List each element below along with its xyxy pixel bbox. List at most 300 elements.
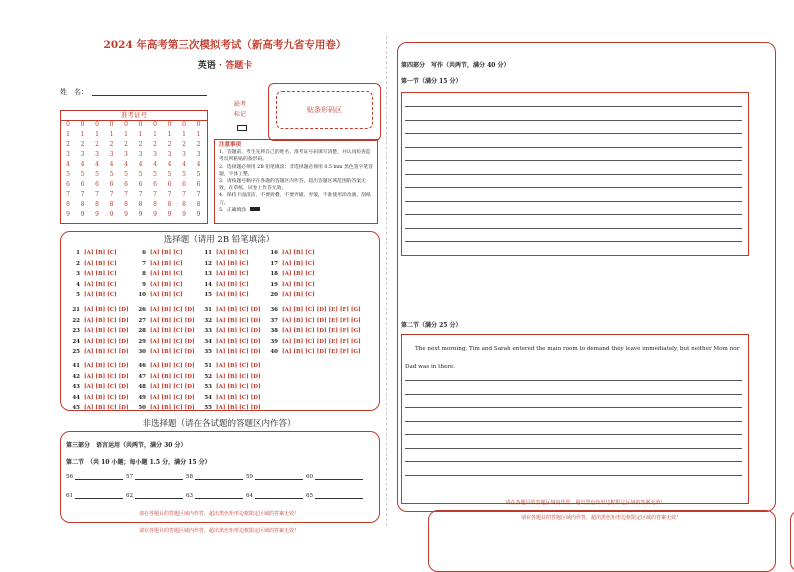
digit-bubble[interactable]: 6 bbox=[124, 181, 128, 188]
option-bubbles[interactable]: [A] [B] [C] [D] bbox=[84, 373, 129, 380]
digit-bubble[interactable]: 9 bbox=[167, 211, 172, 218]
option-bubbles[interactable]: [A] [B] [C] [D] bbox=[150, 349, 195, 355]
mc-question[interactable] bbox=[200, 395, 261, 401]
option-bubbles[interactable]: [A] [B] [C] [D] bbox=[150, 328, 195, 334]
note-item: 5．正确填涂 bbox=[219, 207, 373, 214]
digit-bubble[interactable]: 9 bbox=[66, 211, 70, 218]
digit-bubble[interactable]: 6 bbox=[167, 181, 172, 188]
digit-bubble[interactable]: 9 bbox=[95, 211, 99, 218]
mc-question[interactable] bbox=[200, 307, 261, 313]
digit-bubble[interactable]: 6 bbox=[66, 181, 70, 188]
option-bubbles[interactable]: [A] [B] [C] [D] [E] [F] [G] bbox=[282, 328, 361, 334]
blank-answer[interactable]: 63 bbox=[186, 493, 243, 499]
digit-bubble[interactable]: 3 bbox=[124, 151, 128, 158]
option-bubbles[interactable]: [A] [B] [C] [D] bbox=[150, 307, 195, 313]
mc-question[interactable] bbox=[266, 261, 315, 267]
option-bubbles[interactable]: [A] [B] [C] [D] bbox=[84, 338, 129, 345]
mc-question[interactable] bbox=[134, 271, 183, 277]
question-number: 47 bbox=[138, 373, 146, 380]
question-number: 33 bbox=[204, 328, 212, 334]
writing-line[interactable] bbox=[405, 461, 742, 462]
blank-answer[interactable]: 56 bbox=[66, 474, 123, 480]
question-number: 36 bbox=[270, 307, 278, 313]
writing-line[interactable] bbox=[405, 475, 742, 476]
writing-line[interactable] bbox=[405, 434, 742, 435]
mc-question[interactable] bbox=[68, 363, 129, 369]
digit-bubble[interactable]: 7 bbox=[109, 191, 114, 198]
mc-question[interactable] bbox=[200, 271, 249, 277]
option-bubbles[interactable]: [A] [B] [C] bbox=[84, 292, 117, 298]
digit-bubble[interactable]: 6 bbox=[95, 181, 99, 188]
note-item: 1．答题前，考生先将自己的姓名、准考证号码填写清楚，并认真检查监考员所粘贴的条形码。 bbox=[219, 150, 371, 163]
digit-bubble[interactable]: 1 bbox=[196, 131, 201, 138]
mc-question[interactable] bbox=[134, 339, 195, 345]
option-bubbles[interactable]: [A] [B] [C] [D] bbox=[84, 307, 129, 313]
option-bubbles[interactable]: [A] [B] [C] [D] bbox=[216, 405, 261, 411]
name-label: 姓 名： bbox=[60, 88, 88, 96]
digit-bubble[interactable]: 4 bbox=[109, 161, 114, 168]
option-bubbles[interactable]: [A] [B] [C] bbox=[150, 271, 183, 277]
next-page-stub-2 bbox=[790, 510, 794, 572]
question-number: 43 bbox=[72, 384, 80, 390]
mc-question[interactable] bbox=[68, 395, 129, 401]
digit-bubble[interactable]: 3 bbox=[95, 151, 99, 158]
writing-line[interactable] bbox=[405, 380, 742, 381]
digit-bubble[interactable]: 4 bbox=[167, 161, 172, 168]
mc-question[interactable] bbox=[266, 271, 315, 277]
writing-line[interactable] bbox=[405, 201, 742, 202]
digit-bubble[interactable]: 4 bbox=[66, 161, 70, 168]
digit-bubble[interactable]: 2 bbox=[80, 141, 85, 148]
page-divider bbox=[386, 36, 388, 526]
continuation-prompt: The next morning, Tim and Sarah entered the main room to demand they leave immediately, but neither Mom nor Dad was in there. bbox=[405, 346, 740, 370]
digit-bubble[interactable]: 4 bbox=[138, 161, 143, 168]
digit-bubble[interactable]: 0 bbox=[138, 121, 143, 128]
digit-bubble[interactable]: 3 bbox=[66, 151, 70, 158]
option-bubbles[interactable]: [A] [B] [C] [D] bbox=[216, 394, 261, 401]
digit-bubble[interactable]: 1 bbox=[138, 131, 143, 138]
question-number: 50 bbox=[138, 405, 146, 411]
mc-question[interactable] bbox=[134, 318, 195, 324]
question-number: 13 bbox=[204, 271, 212, 277]
digit-bubble[interactable]: 8 bbox=[138, 201, 143, 208]
mc-question[interactable] bbox=[68, 405, 129, 411]
option-bubbles[interactable]: [A] [B] [C] [D] bbox=[84, 317, 129, 324]
admission-digit-column bbox=[77, 120, 89, 220]
option-bubbles[interactable]: [A] [B] [C] bbox=[282, 292, 315, 298]
digit-bubble[interactable]: 5 bbox=[182, 171, 186, 178]
question-number: 6 bbox=[142, 250, 146, 256]
option-bubbles[interactable]: [A] [B] [C] [D] bbox=[150, 405, 195, 411]
writing-line[interactable] bbox=[405, 228, 742, 229]
mc-question[interactable] bbox=[134, 261, 183, 267]
digit-bubble[interactable]: 5 bbox=[138, 171, 143, 178]
question-number: 16 bbox=[270, 250, 278, 256]
digit-bubble[interactable]: 3 bbox=[167, 151, 172, 158]
digit-bubble[interactable]: 4 bbox=[124, 161, 128, 168]
mc-question[interactable] bbox=[68, 339, 129, 345]
digit-bubble[interactable]: 1 bbox=[124, 131, 128, 138]
question-number: 7 bbox=[142, 260, 146, 267]
digit-bubble[interactable]: 1 bbox=[80, 131, 85, 138]
mc-question[interactable] bbox=[68, 384, 129, 390]
mc-question[interactable] bbox=[134, 405, 195, 411]
writing-line[interactable] bbox=[405, 133, 742, 134]
digit-bubble[interactable]: 8 bbox=[182, 201, 186, 208]
question-number: 51 bbox=[204, 363, 212, 369]
writing-line[interactable] bbox=[405, 394, 742, 395]
question-number: 8 bbox=[142, 271, 146, 277]
option-bubbles[interactable]: [A] [B] [C] [D] bbox=[84, 349, 129, 355]
option-bubbles[interactable]: [A] [B] [C] [D] bbox=[84, 394, 129, 401]
digit-bubble[interactable]: 0 bbox=[167, 121, 172, 128]
question-number: 24 bbox=[72, 338, 80, 345]
admission-digit-column bbox=[120, 120, 132, 220]
digit-bubble[interactable]: 8 bbox=[95, 201, 99, 208]
digit-bubble[interactable]: 7 bbox=[66, 191, 70, 198]
mc-question[interactable] bbox=[68, 328, 129, 334]
option-bubbles[interactable]: [A] [B] [C] bbox=[150, 292, 183, 298]
option-bubbles[interactable]: [A] [B] [C] [D] bbox=[150, 363, 195, 369]
question-number: 38 bbox=[270, 328, 278, 334]
digit-bubble[interactable]: 3 bbox=[109, 151, 114, 158]
writing-warning: 请在各题目的答题区域内作答，超出黑色矩形边框限定区域的答案无效！ bbox=[505, 500, 666, 506]
option-bubbles[interactable]: [A] [B] [C] bbox=[84, 281, 117, 288]
mc-question[interactable] bbox=[134, 282, 183, 288]
digit-bubble[interactable]: 3 bbox=[182, 151, 186, 158]
mc-question[interactable] bbox=[68, 282, 117, 288]
question-number: 48 bbox=[138, 384, 146, 390]
digit-bubble[interactable]: 7 bbox=[196, 191, 201, 198]
mc-question[interactable] bbox=[68, 261, 117, 267]
digit-bubble[interactable]: 6 bbox=[80, 181, 85, 188]
option-bubbles[interactable]: [A] [B] [C] bbox=[216, 292, 249, 298]
writing-line[interactable] bbox=[405, 147, 742, 148]
digit-bubble[interactable]: 7 bbox=[95, 191, 99, 198]
mc-question[interactable] bbox=[134, 374, 195, 380]
option-bubbles[interactable]: [A] [B] [C] [D] bbox=[216, 317, 261, 324]
digit-bubble[interactable]: 5 bbox=[124, 171, 128, 178]
digit-bubble[interactable]: 7 bbox=[153, 191, 157, 198]
option-bubbles[interactable]: [A] [B] [C] [D] bbox=[150, 384, 195, 390]
digit-bubble[interactable]: 1 bbox=[66, 131, 70, 138]
question-number: 55 bbox=[204, 405, 212, 411]
digit-bubble[interactable]: 2 bbox=[109, 141, 114, 148]
option-bubbles[interactable]: [A] [B] [C] [D] bbox=[84, 328, 129, 334]
digit-bubble[interactable]: 5 bbox=[153, 171, 157, 178]
question-number: 46 bbox=[138, 363, 146, 369]
mc-question[interactable] bbox=[134, 395, 195, 401]
question-number: 45 bbox=[72, 405, 80, 411]
digit-bubble[interactable]: 4 bbox=[182, 161, 186, 168]
option-bubbles[interactable]: [A] [B] [C] [D] bbox=[216, 328, 261, 334]
option-bubbles[interactable]: [A] [B] [C] bbox=[216, 281, 249, 288]
mc-question[interactable] bbox=[68, 318, 129, 324]
question-number: 19 bbox=[270, 281, 278, 288]
digit-bubble[interactable]: 5 bbox=[66, 171, 70, 178]
option-bubbles[interactable]: [A] [B] [C] bbox=[282, 260, 315, 267]
blank-answer[interactable]: 58 bbox=[186, 474, 243, 480]
question-number: 1 bbox=[76, 250, 80, 256]
mc-question[interactable] bbox=[68, 349, 129, 355]
mc-question[interactable] bbox=[266, 292, 315, 298]
digit-bubble[interactable]: 8 bbox=[109, 201, 114, 208]
question-number: 2 bbox=[76, 260, 80, 267]
admission-digit-column bbox=[91, 120, 103, 220]
mc-question[interactable] bbox=[134, 384, 195, 390]
mc-question[interactable] bbox=[134, 307, 195, 313]
mc-question[interactable] bbox=[266, 318, 361, 324]
digit-bubble[interactable]: 7 bbox=[80, 191, 85, 198]
option-bubbles[interactable]: [A] [B] [C] [D] [E] [F] [G] bbox=[282, 307, 361, 313]
digit-bubble[interactable]: 6 bbox=[182, 181, 186, 188]
option-bubbles[interactable]: [A] [B] [C] [D] bbox=[84, 363, 129, 369]
mc-question[interactable] bbox=[68, 250, 117, 256]
blank-answer[interactable]: 65 bbox=[306, 493, 363, 499]
digit-bubble[interactable]: 1 bbox=[95, 131, 99, 138]
question-number: 14 bbox=[204, 281, 212, 288]
question-number: 17 bbox=[270, 260, 278, 267]
blank-answer[interactable]: 64 bbox=[246, 493, 303, 499]
option-bubbles[interactable]: [A] [B] [C] [D] bbox=[150, 373, 195, 380]
digit-bubble[interactable]: 7 bbox=[167, 191, 172, 198]
mc-question[interactable] bbox=[200, 292, 249, 298]
question-number: 9 bbox=[142, 281, 146, 288]
option-bubbles[interactable]: [A] [B] [C] [D] bbox=[84, 384, 129, 390]
digit-bubble[interactable]: 2 bbox=[182, 141, 186, 148]
option-bubbles[interactable]: [A] [B] [C] bbox=[150, 250, 183, 256]
digit-bubble[interactable]: 3 bbox=[153, 151, 157, 158]
option-bubbles[interactable]: [A] [B] [C] bbox=[150, 281, 183, 288]
blank-answer[interactable]: 60 bbox=[306, 474, 363, 480]
digit-bubble[interactable]: 3 bbox=[80, 151, 85, 158]
question-number: 32 bbox=[204, 317, 212, 324]
digit-bubble[interactable]: 1 bbox=[153, 131, 157, 138]
missing-exam-checkbox[interactable] bbox=[237, 125, 247, 131]
mc-question[interactable] bbox=[200, 282, 249, 288]
digit-bubble[interactable]: 6 bbox=[109, 181, 114, 188]
option-bubbles[interactable]: [A] [B] [C] bbox=[84, 271, 117, 277]
mc-question[interactable] bbox=[200, 363, 261, 369]
mc-question[interactable] bbox=[134, 349, 195, 355]
mc-question[interactable] bbox=[200, 328, 261, 334]
mc-question[interactable] bbox=[68, 374, 129, 380]
option-bubbles[interactable]: [A] [B] [C] [D] [E] [F] [G] bbox=[282, 338, 361, 345]
digit-bubble[interactable]: 8 bbox=[196, 201, 201, 208]
note-item: 2．选择题必须用 2B 铅笔填涂；非选择题必须用 0.5 mm 黑色签字笔答题，字体工整。 bbox=[219, 164, 373, 177]
option-bubbles[interactable]: [A] [B] [C] bbox=[216, 250, 249, 256]
mc-question[interactable] bbox=[134, 250, 183, 256]
writing-line[interactable] bbox=[405, 421, 742, 422]
writing-line[interactable] bbox=[405, 120, 742, 121]
writing-line[interactable] bbox=[405, 160, 742, 161]
digit-bubble[interactable]: 0 bbox=[182, 121, 186, 128]
writing-line[interactable] bbox=[405, 241, 742, 242]
option-bubbles[interactable]: [A] [B] [C] [D] bbox=[150, 317, 195, 324]
option-bubbles[interactable]: [A] [B] [C] [D] bbox=[216, 338, 261, 345]
digit-bubble[interactable]: 3 bbox=[138, 151, 143, 158]
digit-bubble[interactable]: 2 bbox=[124, 141, 128, 148]
option-bubbles[interactable]: [A] [B] [C] [D] [E] [F] [G] bbox=[282, 317, 361, 324]
option-bubbles[interactable]: [A] [B] [C] [D] bbox=[216, 384, 261, 390]
digit-bubble[interactable]: 0 bbox=[196, 121, 201, 128]
digit-bubble[interactable]: 9 bbox=[138, 211, 143, 218]
barcode-area: 贴条形码区 bbox=[276, 91, 373, 129]
digit-bubble[interactable]: 4 bbox=[196, 161, 201, 168]
digit-bubble[interactable]: 5 bbox=[95, 171, 99, 178]
option-bubbles[interactable]: [A] [B] [C] bbox=[150, 260, 183, 267]
question-number: 15 bbox=[204, 292, 212, 298]
digit-bubble[interactable]: 5 bbox=[196, 171, 201, 178]
mc-question[interactable] bbox=[200, 261, 249, 267]
option-bubbles[interactable]: [A] [B] [C] [D] bbox=[216, 363, 261, 369]
option-bubbles[interactable]: [A] [B] [C] bbox=[282, 250, 315, 256]
digit-bubble[interactable]: 4 bbox=[80, 161, 85, 168]
blank-answer[interactable]: 61 bbox=[66, 493, 123, 499]
digit-bubble[interactable]: 9 bbox=[153, 211, 157, 218]
option-bubbles[interactable]: [A] [B] [C] bbox=[216, 260, 249, 267]
bottom-warning: 请在各题目的答题区域内作答，超出黑色矩形边框限定区域的答案无效！ bbox=[138, 528, 299, 534]
mc-question[interactable] bbox=[200, 318, 261, 324]
blank-answer[interactable]: 59 bbox=[246, 474, 303, 480]
digit-bubble[interactable]: 9 bbox=[182, 211, 186, 218]
digit-bubble[interactable]: 9 bbox=[109, 211, 114, 218]
option-bubbles[interactable]: [A] [B] [C] [D] bbox=[150, 394, 195, 401]
digit-bubble[interactable]: 2 bbox=[95, 141, 99, 148]
mc-question[interactable] bbox=[200, 349, 261, 355]
name-field[interactable] bbox=[92, 95, 207, 96]
question-number: 39 bbox=[270, 338, 278, 345]
digit-bubble[interactable]: 8 bbox=[66, 201, 70, 208]
blank-answer[interactable]: 62 bbox=[126, 493, 183, 499]
mc-question[interactable] bbox=[68, 292, 117, 298]
note-item: 3．请按题号顺序在各题的答题区内作答，超出答题区域范围的答案无效，在草纸、试卷上作答无效。 bbox=[219, 179, 366, 192]
digit-bubble[interactable]: 8 bbox=[124, 201, 128, 208]
question-number: 23 bbox=[72, 328, 80, 334]
question-number: 11 bbox=[204, 250, 212, 256]
digit-bubble[interactable]: 3 bbox=[196, 151, 201, 158]
digit-bubble[interactable]: 2 bbox=[196, 141, 201, 148]
option-bubbles[interactable]: [A] [B] [C] [D] bbox=[84, 405, 129, 411]
option-bubbles[interactable]: [A] [B] [C] bbox=[84, 250, 117, 256]
question-number: 52 bbox=[204, 373, 212, 380]
mc-question[interactable] bbox=[266, 282, 315, 288]
note-item: 4．保持卡面清洁，不要折叠，不要弄破、弄皱，不准使用涂改液、刮纸刀。 bbox=[219, 193, 371, 206]
option-bubbles[interactable]: [A] [B] [C] bbox=[216, 271, 249, 277]
writing-line[interactable] bbox=[405, 106, 742, 107]
option-bubbles[interactable]: [A] [B] [C] [D] [E] [F] [G] bbox=[282, 349, 361, 355]
digit-bubble[interactable]: 0 bbox=[95, 121, 99, 128]
mc-question[interactable] bbox=[68, 307, 129, 313]
mc-question[interactable] bbox=[200, 250, 249, 256]
mc-question[interactable] bbox=[266, 349, 361, 355]
digit-bubble[interactable]: 0 bbox=[80, 121, 85, 128]
option-bubbles[interactable]: [A] [B] [C] bbox=[282, 271, 315, 277]
card-subtitle: 英语 · 答题卡 bbox=[197, 61, 253, 71]
digit-bubble[interactable]: 4 bbox=[153, 161, 157, 168]
digit-bubble[interactable]: 8 bbox=[167, 201, 172, 208]
digit-bubble[interactable]: 2 bbox=[66, 141, 70, 148]
admission-number-label: 准考证号 bbox=[60, 110, 208, 120]
mc-question[interactable] bbox=[134, 292, 183, 298]
writing-section1-heading: 第一节（满分 15 分） bbox=[401, 78, 462, 85]
digit-bubble[interactable]: 9 bbox=[196, 211, 201, 218]
part4-heading: 第四部分 写作（共两节，满分 40 分） bbox=[401, 62, 510, 69]
option-bubbles[interactable]: [A] [B] [C] bbox=[84, 260, 117, 267]
digit-bubble[interactable]: 2 bbox=[167, 141, 172, 148]
option-bubbles[interactable]: [A] [B] [C] bbox=[282, 281, 315, 288]
digit-bubble[interactable]: 5 bbox=[109, 171, 114, 178]
digit-bubble[interactable]: 7 bbox=[138, 191, 143, 198]
digit-bubble[interactable]: 2 bbox=[153, 141, 157, 148]
mc-question[interactable] bbox=[68, 271, 117, 277]
nonchoice-title: 非选择题（请在各试题的答题区内作答） bbox=[142, 419, 296, 429]
mc-question[interactable] bbox=[200, 374, 261, 380]
question-number: 22 bbox=[72, 317, 80, 324]
option-bubbles[interactable]: [A] [B] [C] [D] bbox=[216, 349, 261, 355]
mc-question[interactable] bbox=[134, 363, 195, 369]
writing-line[interactable] bbox=[405, 174, 742, 175]
blank-answer[interactable]: 57 bbox=[126, 474, 183, 480]
question-number: 21 bbox=[72, 307, 80, 313]
mc-question[interactable] bbox=[266, 339, 361, 345]
part3-section2-heading: 第二节 （共 10 小题；每小题 1.5 分，满分 15 分） bbox=[66, 459, 211, 466]
writing-line[interactable] bbox=[405, 407, 742, 408]
digit-bubble[interactable]: 9 bbox=[124, 211, 128, 218]
writing-line[interactable] bbox=[405, 448, 742, 449]
digit-bubble[interactable]: 0 bbox=[109, 121, 114, 128]
digit-bubble[interactable]: 5 bbox=[80, 171, 85, 178]
digit-bubble[interactable]: 5 bbox=[167, 171, 172, 178]
digit-bubble[interactable]: 9 bbox=[80, 211, 85, 218]
mc-question[interactable] bbox=[134, 328, 195, 334]
digit-bubble[interactable]: 1 bbox=[182, 131, 186, 138]
mc-question[interactable] bbox=[266, 328, 361, 334]
mc-question[interactable] bbox=[200, 405, 261, 411]
writing-line[interactable] bbox=[405, 214, 742, 215]
option-bubbles[interactable]: [A] [B] [C] [D] bbox=[216, 307, 261, 313]
digit-bubble[interactable]: 6 bbox=[196, 181, 201, 188]
digit-bubble[interactable]: 6 bbox=[138, 181, 143, 188]
option-bubbles[interactable]: [A] [B] [C] [D] bbox=[150, 338, 195, 345]
question-number: 5 bbox=[76, 292, 80, 298]
digit-bubble[interactable]: 7 bbox=[182, 191, 186, 198]
digit-bubble[interactable]: 1 bbox=[109, 131, 114, 138]
mc-question[interactable] bbox=[266, 307, 361, 313]
subject-label: 英语 bbox=[197, 61, 216, 71]
digit-bubble[interactable]: 8 bbox=[153, 201, 157, 208]
digit-bubble[interactable]: 0 bbox=[153, 121, 157, 128]
mc-question[interactable] bbox=[200, 384, 261, 390]
digit-bubble[interactable]: 1 bbox=[167, 131, 172, 138]
digit-bubble[interactable]: 6 bbox=[153, 181, 157, 188]
nonchoice-warning: 请在各题目的答题区域内作答，超出黑色矩形边框限定区域的答案无效！ bbox=[138, 511, 299, 517]
question-number: 4 bbox=[76, 281, 80, 288]
digit-bubble[interactable]: 8 bbox=[80, 201, 85, 208]
digit-bubble[interactable]: 4 bbox=[95, 161, 99, 168]
digit-bubble[interactable]: 0 bbox=[124, 121, 128, 128]
missing-exam-mark: 缺考 标记 bbox=[233, 101, 246, 118]
question-number: 31 bbox=[204, 307, 212, 313]
mc-question[interactable] bbox=[200, 339, 261, 345]
question-number: 53 bbox=[204, 384, 212, 390]
digit-bubble[interactable]: 2 bbox=[138, 141, 143, 148]
digit-bubble[interactable]: 7 bbox=[124, 191, 128, 198]
writing-line[interactable] bbox=[405, 187, 742, 188]
option-bubbles[interactable]: [A] [B] [C] [D] bbox=[216, 373, 261, 380]
mc-question[interactable] bbox=[266, 250, 315, 256]
digit-bubble[interactable]: 0 bbox=[66, 121, 70, 128]
